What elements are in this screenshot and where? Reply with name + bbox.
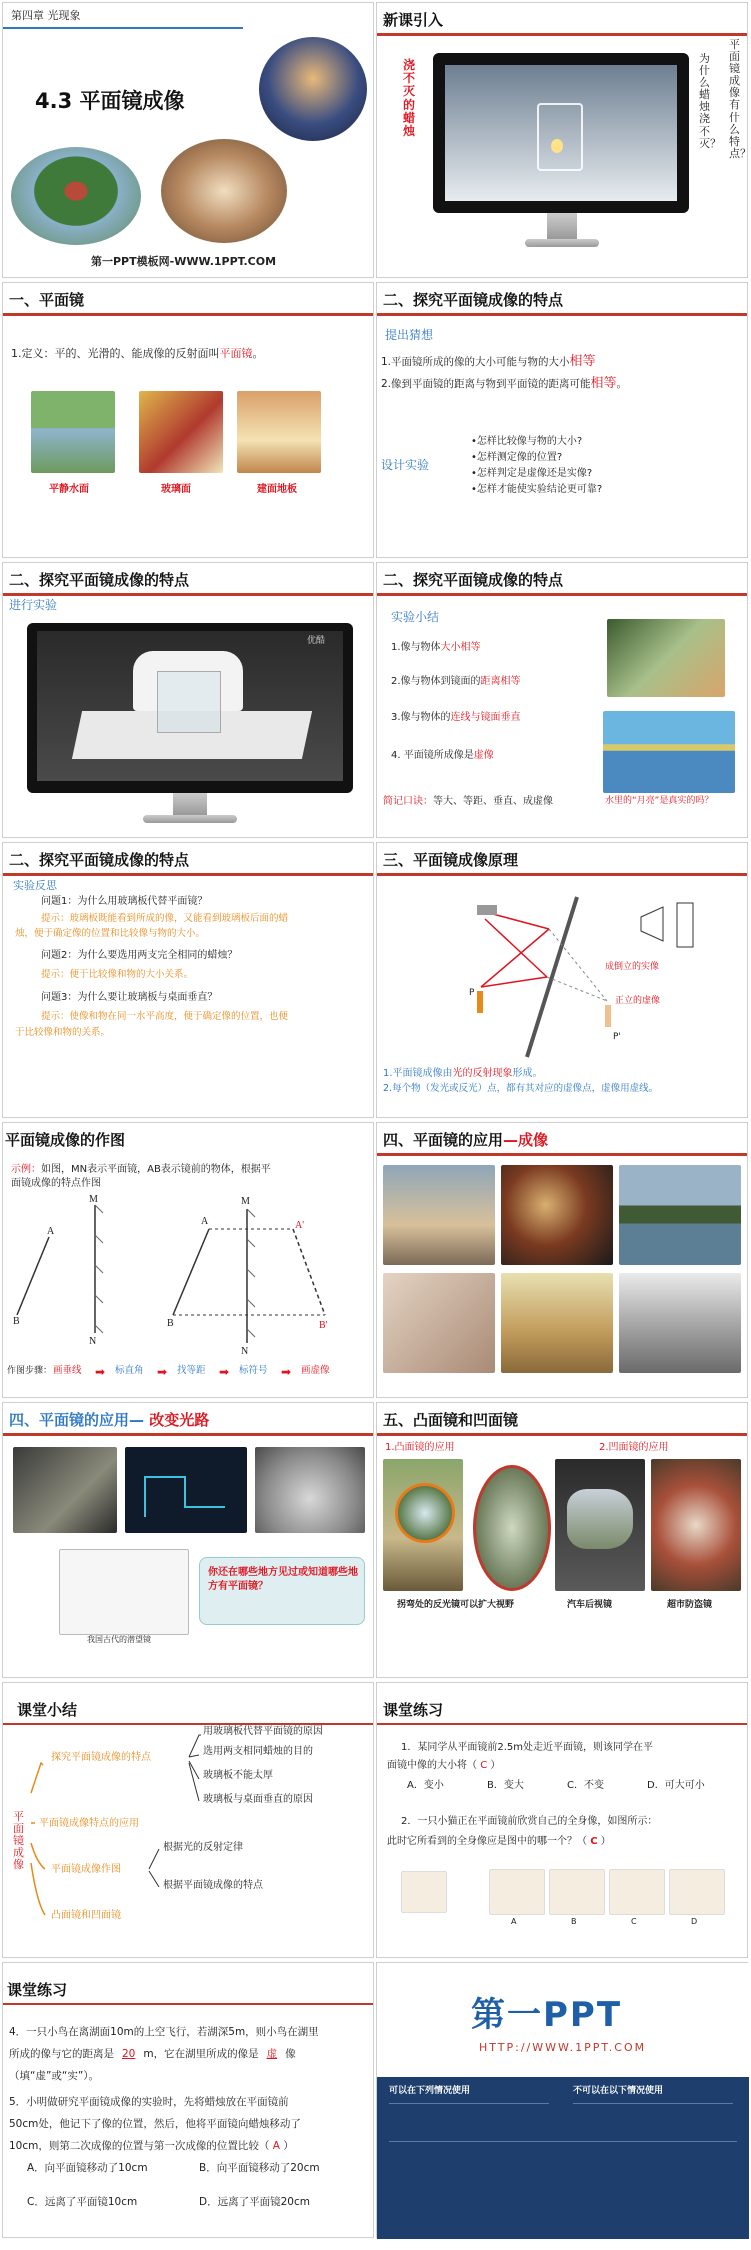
lake-house-photo bbox=[11, 147, 141, 245]
glass-plate bbox=[157, 671, 221, 733]
slide-title-text: 一、平面镜 bbox=[9, 291, 85, 309]
video-watermark: 优酷 bbox=[307, 636, 326, 646]
road-mirror-photo bbox=[383, 1459, 463, 1591]
branch-1-child-2: 选用两支相同蜡烛的目的 bbox=[203, 1746, 313, 1757]
title-underline bbox=[3, 873, 373, 876]
slide-intro bbox=[376, 2, 751, 278]
step-4: 标符号 bbox=[239, 1365, 268, 1376]
resource-links bbox=[389, 2141, 737, 2232]
q5-line-3: 10cm，则第二次成像的位置与第一次成像的位置比较（ A ） bbox=[9, 2140, 294, 2152]
step-3: 找等距 bbox=[177, 1365, 206, 1376]
guess-2: 2.像到平面镜的距离与物到平面镜的距离可能相等。 bbox=[381, 376, 628, 391]
example-line-1: 示例：如图，MN表示平面镜，AB表示镜前的物体，根据平 bbox=[11, 1164, 271, 1175]
slide-title-text: 二、探究平面镜成像的特点 bbox=[9, 571, 190, 589]
question-4: •怎样才能使实验结论更可靠? bbox=[471, 484, 603, 495]
q1-option-d: D．可大可小 bbox=[647, 1780, 705, 1791]
virtual-image-ab bbox=[293, 1229, 325, 1315]
title-underline bbox=[3, 2003, 373, 2005]
slide-summary bbox=[376, 562, 748, 838]
branch-1: 探究平面镜成像的特点 bbox=[51, 1752, 151, 1763]
cat-mirror-picture bbox=[401, 1871, 447, 1913]
child-mirror-photo bbox=[383, 1273, 495, 1373]
label-b-prime: B' bbox=[319, 1320, 328, 1331]
conclusion-1: 1.平面镜成像由光的反射现象形成。 bbox=[383, 1068, 543, 1079]
slide-title-text: 四、平面镜的应用—成像 bbox=[383, 1131, 549, 1149]
monitor-base bbox=[525, 239, 599, 247]
cannot-use-list bbox=[573, 2103, 733, 2132]
label-m-left: M bbox=[89, 1194, 98, 1205]
cat-option-a bbox=[489, 1869, 545, 1915]
monitor-neck bbox=[547, 213, 577, 239]
slide-title-text: 新课引入 bbox=[383, 11, 444, 29]
point-p-prime: P' bbox=[613, 1032, 621, 1042]
cat-label-d: D bbox=[691, 1917, 698, 1926]
branch-4: 凸面镜和凹面镜 bbox=[51, 1910, 121, 1921]
slide-plane-mirror bbox=[2, 282, 374, 558]
q5-option-a: A．向平面镜移动了10cm bbox=[27, 2162, 148, 2174]
q4-line-3: （填“虚”或“实”）。 bbox=[9, 2070, 100, 2082]
slide-title-text: 课堂练习 bbox=[383, 1701, 444, 1719]
vertical-question-1: 平面镜成像有什么特点？ bbox=[729, 38, 751, 160]
design-label: 设计实验 bbox=[381, 458, 430, 472]
title-underline bbox=[377, 593, 747, 596]
summary-item-4: 4. 平面镜所成像是虚像 bbox=[391, 750, 494, 761]
hint-1b: 烛，便于确定像的位置和比较像与物的大小。 bbox=[15, 928, 206, 939]
label-a-prime: A' bbox=[295, 1220, 305, 1231]
reflection-diagram bbox=[377, 877, 747, 1057]
label-glass: 玻璃面 bbox=[161, 484, 191, 495]
slide-title-text: 二、探究平面镜成像的特点 bbox=[383, 571, 564, 589]
summary-item-1: 1.像与物体大小相等 bbox=[391, 642, 481, 653]
concave-subheading: 2.凹面镜的应用 bbox=[599, 1442, 669, 1453]
bubble-text: 你还在哪些地方见过或知道哪些地方有平面镜？ bbox=[208, 1567, 358, 1592]
title-underline bbox=[3, 1433, 373, 1436]
subheading: 进行实验 bbox=[9, 598, 58, 612]
city-night-photo bbox=[259, 37, 367, 141]
virtual-ray bbox=[547, 977, 607, 1001]
branch-1-child-1: 用玻璃板代替平面镜的原因 bbox=[203, 1726, 323, 1737]
moon-caption: 水里的“月亮”是真实的吗？ bbox=[605, 796, 714, 806]
hint-1a: 提示：玻璃板既能看到所成的像，又能看到玻璃板后面的蜡 bbox=[41, 913, 289, 924]
summary-item-3: 3.像与物体的连线与镜面垂直 bbox=[391, 712, 521, 723]
ancient-periscope-drawing bbox=[59, 1549, 189, 1635]
slide-exercise-2 bbox=[2, 1962, 374, 2238]
question-3: •怎样判定是虚像还是实像? bbox=[471, 468, 593, 479]
label-floor: 建面地板 bbox=[257, 484, 297, 495]
slide-title-text: 五、凸面镜和凹面镜 bbox=[383, 1411, 519, 1429]
branch-1-child-4: 玻璃板与桌面垂直的原因 bbox=[203, 1794, 313, 1805]
mnemonic: 简记口诀：等大、等距、垂直、成虚像 bbox=[383, 796, 553, 807]
salon-photo bbox=[619, 1273, 741, 1373]
step-arrow-icon: ➡ bbox=[281, 1365, 292, 1379]
question-2: •怎样测定像的位置? bbox=[471, 452, 563, 463]
title-underline bbox=[3, 313, 373, 316]
slide-principle bbox=[376, 842, 748, 1118]
template-footer: 第一PPT模板网-WWW.1PPT.COM bbox=[91, 255, 277, 268]
glass-photo bbox=[139, 391, 223, 473]
step-arrow-icon: ➡ bbox=[157, 1365, 168, 1379]
question-1: •怎样比较像与物的大小? bbox=[471, 436, 583, 447]
solar-mirror-photo bbox=[255, 1447, 365, 1533]
thought-bubble bbox=[199, 1557, 365, 1625]
label-water: 平静水面 bbox=[49, 484, 89, 495]
label-m-right: M bbox=[241, 1196, 250, 1207]
object-ab-right bbox=[173, 1229, 209, 1315]
slide-hypothesis bbox=[376, 282, 748, 558]
monitor-neck bbox=[173, 793, 207, 815]
brand-logo: 第一PPT bbox=[471, 1995, 623, 2035]
screen-box bbox=[677, 903, 693, 947]
slide-title bbox=[2, 2, 374, 278]
q4-line-2: 所成的像与它的距离是 20 m，它在湖里所成的像是 虚 像 bbox=[9, 2048, 296, 2060]
branch-3-child-1: 根据光的反射定律 bbox=[163, 1842, 243, 1853]
vertical-red-text: 浇不灭的蜡烛 bbox=[403, 58, 416, 138]
can-use-list bbox=[389, 2103, 549, 2132]
brand-url: HTTP://WWW.1PPT.COM bbox=[479, 2041, 647, 2054]
question-3: 问题3：为什么要让玻璃板与桌面垂直？ bbox=[41, 992, 218, 1003]
label-n-right: N bbox=[241, 1346, 249, 1357]
light-path-diagram bbox=[125, 1447, 247, 1533]
convex-subheading: 1.凸面镜的应用 bbox=[385, 1442, 455, 1453]
cat-option-d bbox=[669, 1869, 725, 1915]
arch-bridge-photo bbox=[619, 1165, 741, 1265]
q5-option-d: D．远离了平面镜20cm bbox=[199, 2196, 310, 2208]
hint-3a: 提示：使像和物在同一水平高度，便于确定像的位置，也便 bbox=[41, 1011, 289, 1022]
eye-shape bbox=[477, 905, 497, 915]
step-2: 标直角 bbox=[115, 1365, 144, 1376]
summary-item-2: 2.像与物体到镜面的距离相等 bbox=[391, 676, 521, 687]
glass-cup bbox=[537, 103, 583, 171]
periscope-photo bbox=[13, 1447, 117, 1533]
cannot-use-heading: 不可以在以下情况使用 bbox=[573, 2086, 664, 2096]
conclusion-2: 2.每个物（发光或反光）点，都有其对应的虚像点，虚像用虚线。 bbox=[383, 1083, 659, 1094]
q5-line-1: 5．小明做研究平面镜成像的实验时，先将蜡烛放在平面镜前 bbox=[9, 2096, 289, 2108]
store-mirror-caption: 超市防盗镜 bbox=[667, 1600, 713, 1610]
car-mirror-caption: 汽车后视镜 bbox=[567, 1600, 613, 1610]
real-image-label: 成倒立的实像 bbox=[605, 962, 660, 972]
dance-studio-photo bbox=[161, 139, 287, 243]
title-underline bbox=[377, 1433, 747, 1436]
lesson-title: 4.3 平面镜成像 bbox=[35, 89, 185, 113]
cat-option-c bbox=[609, 1869, 665, 1915]
road-mirror-caption: 拐弯处的反光镜可以扩大视野 bbox=[397, 1600, 515, 1610]
car-mirror-photo bbox=[555, 1459, 645, 1591]
q1-option-a: A．变小 bbox=[407, 1780, 444, 1791]
vertical-question-2: 为什么蜡烛浇不灭？ bbox=[699, 52, 721, 150]
label-a-right: A bbox=[201, 1216, 209, 1227]
slide-brand bbox=[376, 1962, 748, 2238]
branch-1-child-3: 玻璃板不能太厚 bbox=[203, 1770, 273, 1781]
reflected-ray-2 bbox=[489, 913, 549, 929]
q4-line-1: 4．一只小鸟在离湖面10m的上空飞行，若湖深5m，则小鸟在湖里 bbox=[9, 2026, 319, 2038]
q5-line-2: 50cm处，他记下了像的位置，然后，他将平面镜向蜡烛移动了 bbox=[9, 2118, 301, 2130]
room-interior-photo bbox=[501, 1273, 613, 1373]
title-underline bbox=[377, 1153, 747, 1156]
chapter-label: 第四章 光现象 bbox=[11, 9, 81, 22]
candle-video bbox=[445, 65, 677, 201]
hint-3b: 于比较像和物的关系。 bbox=[15, 1027, 111, 1038]
slide-title-text: 二、探究平面镜成像的特点 bbox=[9, 851, 190, 869]
branch-3: 平面镜成像作图 bbox=[51, 1864, 121, 1875]
slide-title-text: 三、平面镜成像原理 bbox=[383, 851, 519, 869]
opera-mask-photo bbox=[501, 1165, 613, 1265]
title-underline bbox=[3, 593, 373, 596]
title-underline bbox=[377, 873, 747, 876]
steps-label: 作图步骤： bbox=[7, 1366, 53, 1376]
slide-application-light-path bbox=[2, 1402, 374, 1678]
monitor-base bbox=[143, 815, 237, 823]
slide-title-text: 四、平面镜的应用— 改变光路 bbox=[9, 1411, 210, 1429]
subheading: 提出猜想 bbox=[385, 328, 434, 342]
slide-title-text: 课堂练习 bbox=[7, 1981, 68, 1999]
store-mirror-photo bbox=[651, 1459, 741, 1591]
candle-image bbox=[605, 1005, 611, 1027]
experiment-video bbox=[37, 631, 343, 781]
slide-reflection bbox=[2, 842, 374, 1118]
brand-header bbox=[377, 1963, 749, 2077]
title-underline bbox=[377, 1723, 747, 1725]
title-underline bbox=[377, 33, 747, 36]
reflected-ray bbox=[485, 919, 547, 977]
slide-title-text: 课堂小结 bbox=[17, 1701, 78, 1719]
monitor-frame bbox=[433, 53, 689, 213]
kitten-mirror-photo bbox=[607, 619, 725, 697]
convex-mirror-photo bbox=[469, 1459, 549, 1591]
branch-2: 平面镜成像特点的应用 bbox=[39, 1818, 139, 1829]
cat-label-c: C bbox=[631, 1917, 637, 1926]
slide-drawing bbox=[2, 1122, 374, 1398]
mirror-line bbox=[527, 897, 577, 1057]
chapter-underline bbox=[3, 27, 243, 29]
mindmap-root: 平面镜成像 bbox=[13, 1810, 24, 1872]
brand-info-panel bbox=[377, 2077, 749, 2239]
label-a-left: A bbox=[47, 1226, 55, 1237]
slide-title-text: 平面镜成像的作图 bbox=[5, 1131, 126, 1149]
label-b-left: B bbox=[13, 1316, 20, 1327]
subheading: 实验反思 bbox=[13, 879, 57, 892]
can-use-heading: 可以在下列情况使用 bbox=[389, 2086, 471, 2096]
slide-experiment bbox=[2, 562, 374, 838]
example-line-2: 面镜成像的特点作图 bbox=[11, 1178, 101, 1189]
step-1: 画垂线 bbox=[53, 1365, 82, 1376]
candle-flame bbox=[551, 139, 563, 153]
q1-option-b: B．变大 bbox=[487, 1780, 524, 1791]
slide-application-imaging bbox=[376, 1122, 748, 1398]
bridge-photo bbox=[31, 391, 115, 473]
label-b-right: B bbox=[167, 1318, 174, 1329]
hint-2: 提示：便于比较像和物的大小关系。 bbox=[41, 969, 194, 980]
slide-convex-concave bbox=[376, 1402, 748, 1678]
title-underline bbox=[377, 313, 747, 316]
construction-diagram bbox=[3, 1183, 373, 1363]
q5-option-c: C．远离了平面镜10cm bbox=[27, 2196, 138, 2208]
question-2: 问题2：为什么要选用两支完全相同的蜡烛？ bbox=[41, 950, 238, 961]
step-5: 画虚像 bbox=[301, 1365, 330, 1376]
candle-object bbox=[477, 991, 483, 1013]
pinhole-box bbox=[641, 907, 663, 941]
subheading: 实验小结 bbox=[391, 610, 440, 624]
slide-title-text: 二、探究平面镜成像的特点 bbox=[383, 291, 564, 309]
floor-photo bbox=[237, 391, 321, 473]
ancient-periscope-caption: 我国古代的潜望镜 bbox=[87, 1635, 151, 1644]
step-arrow-icon: ➡ bbox=[95, 1365, 106, 1379]
label-n-left: N bbox=[89, 1336, 97, 1347]
slide-exercise-1 bbox=[376, 1682, 748, 1958]
monitor-frame bbox=[27, 623, 353, 793]
q1-line-2: 面镜中像的大小将（ C ） bbox=[387, 1760, 501, 1771]
guess-1: 1.平面镜所成的像的大小可能与物的大小相等 bbox=[381, 354, 596, 369]
cat-option-b bbox=[549, 1869, 605, 1915]
cat-label-a: A bbox=[511, 1917, 517, 1926]
virtual-image-label: 正立的虚像 bbox=[615, 996, 661, 1006]
question-1: 问题1：为什么用玻璃板代替平面镜？ bbox=[41, 896, 208, 907]
definition-text: 1.定义：平的、光滑的、能成像的反射面叫平面镜。 bbox=[11, 347, 264, 360]
q2-line-1: 2．一只小猫正在平面镜前欣赏自己的全身像，如图所示： bbox=[401, 1816, 658, 1827]
q1-option-c: C．不变 bbox=[567, 1780, 604, 1791]
branch-3-child-2: 根据平面镜成像的特点 bbox=[163, 1880, 263, 1891]
dance-room-photo bbox=[383, 1165, 495, 1265]
q2-line-2: 此时它所看到的全身像应是图中的哪一个？（ C ） bbox=[387, 1836, 611, 1847]
light-path-line bbox=[145, 1477, 225, 1517]
slide-lesson-summary bbox=[2, 1682, 374, 1958]
monkeys-moon-cartoon bbox=[603, 711, 735, 793]
step-arrow-icon: ➡ bbox=[219, 1365, 230, 1379]
cat-label-b: B bbox=[571, 1917, 577, 1926]
q1-line-1: 1．某同学从平面镜前2.5m处走近平面镜，则该同学在平 bbox=[401, 1742, 654, 1753]
point-p: P bbox=[469, 988, 475, 998]
q5-option-b: B．向平面镜移动了20cm bbox=[199, 2162, 320, 2174]
object-ab-left bbox=[17, 1237, 49, 1315]
